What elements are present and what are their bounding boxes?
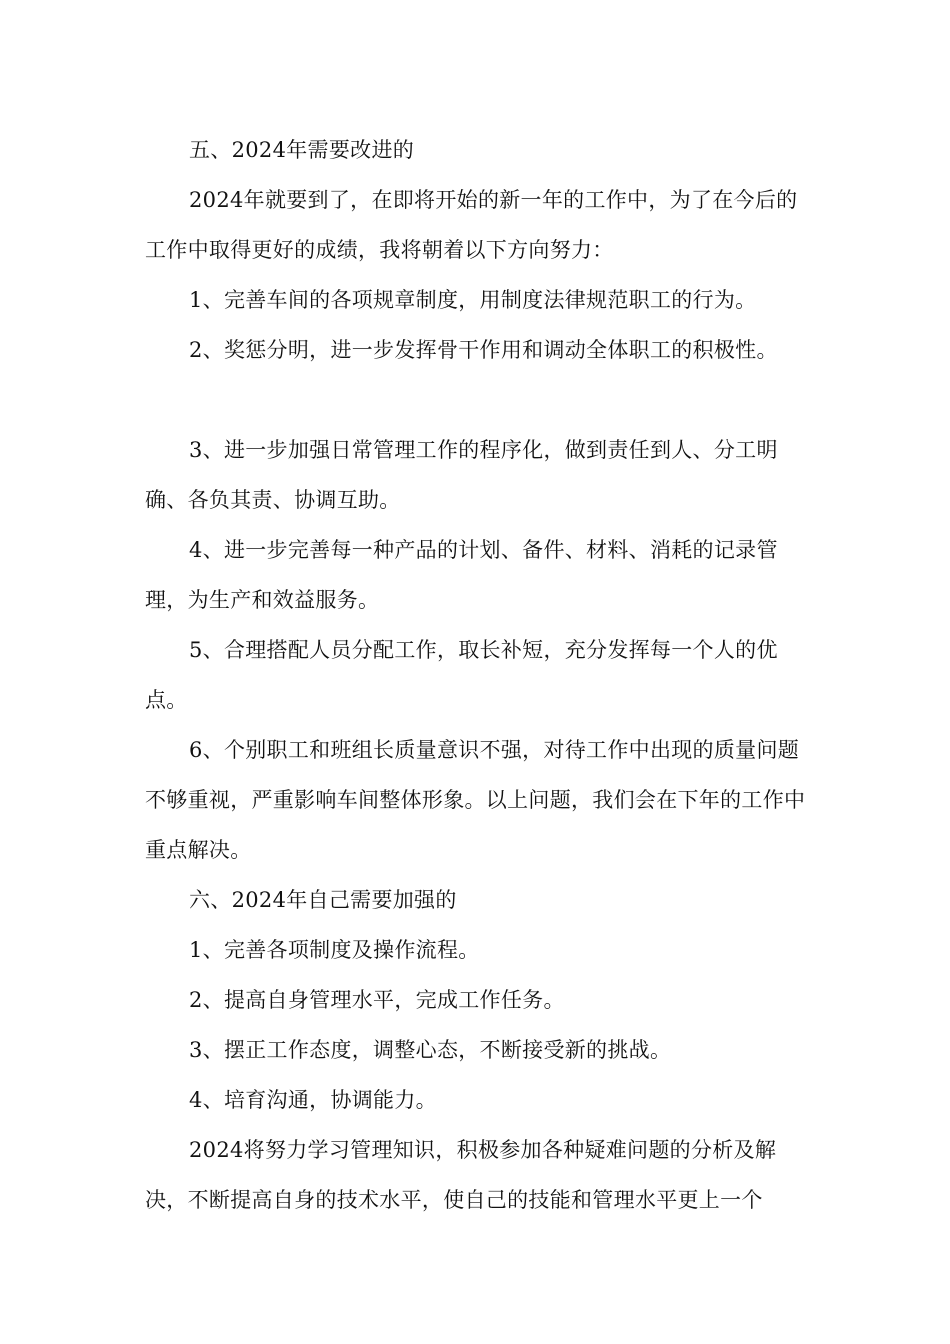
- improvement-item-6: 6、个别职工和班组长质量意识不强，对待工作中出现的质量问题不够重视，严重影响车间整体形象。以上问题，我们会在下年的工作中重点解决。: [145, 738, 806, 862]
- blank-line: [145, 375, 807, 425]
- strengthen-item-3: 3、摆正工作态度，调整心态，不断接受新的挑战。: [189, 1038, 672, 1062]
- document-page: [145, 125, 807, 1225]
- improvement-item-4: 4、进一步完善每一种产品的计划、备件、材料、消耗的记录管理，为生产和效益服务。: [145, 538, 778, 612]
- strengthen-item-1: 1、完善各项制度及操作流程。: [189, 938, 480, 962]
- intro-paragraph: 2024年就要到了，在即将开始的新一年的工作中，为了在今后的工作中取得更好的成绩，我将朝着以下方向努力：: [145, 188, 798, 262]
- section-heading-self-strengthen: 六、2024年自己需要加强的: [189, 888, 457, 912]
- improvement-item-2: 2、奖惩分明，进一步发挥骨干作用和调动全体职工的积极性。: [189, 338, 778, 362]
- strengthen-item-2: 2、提高自身管理水平，完成工作任务。: [189, 988, 565, 1012]
- improvement-item-5: 5、合理搭配人员分配工作，取长补短，充分发挥每一个人的优点。: [145, 638, 778, 712]
- strengthen-item-4: 4、培育沟通，协调能力。: [189, 1088, 437, 1112]
- section-heading-improvements: 五、2024年需要改进的: [189, 138, 415, 162]
- improvement-item-3: 3、进一步加强日常管理工作的程序化，做到责任到人、分工明确、各负其责、协调互助。: [145, 438, 778, 512]
- closing-paragraph: 2024将努力学习管理知识，积极参加各种疑难问题的分析及解决，不断提高自身的技术水平，使自己的技能和管理水平更上一个: [145, 1138, 777, 1212]
- improvement-item-1: 1、完善车间的各项规章制度，用制度法律规范职工的行为。: [189, 288, 757, 312]
